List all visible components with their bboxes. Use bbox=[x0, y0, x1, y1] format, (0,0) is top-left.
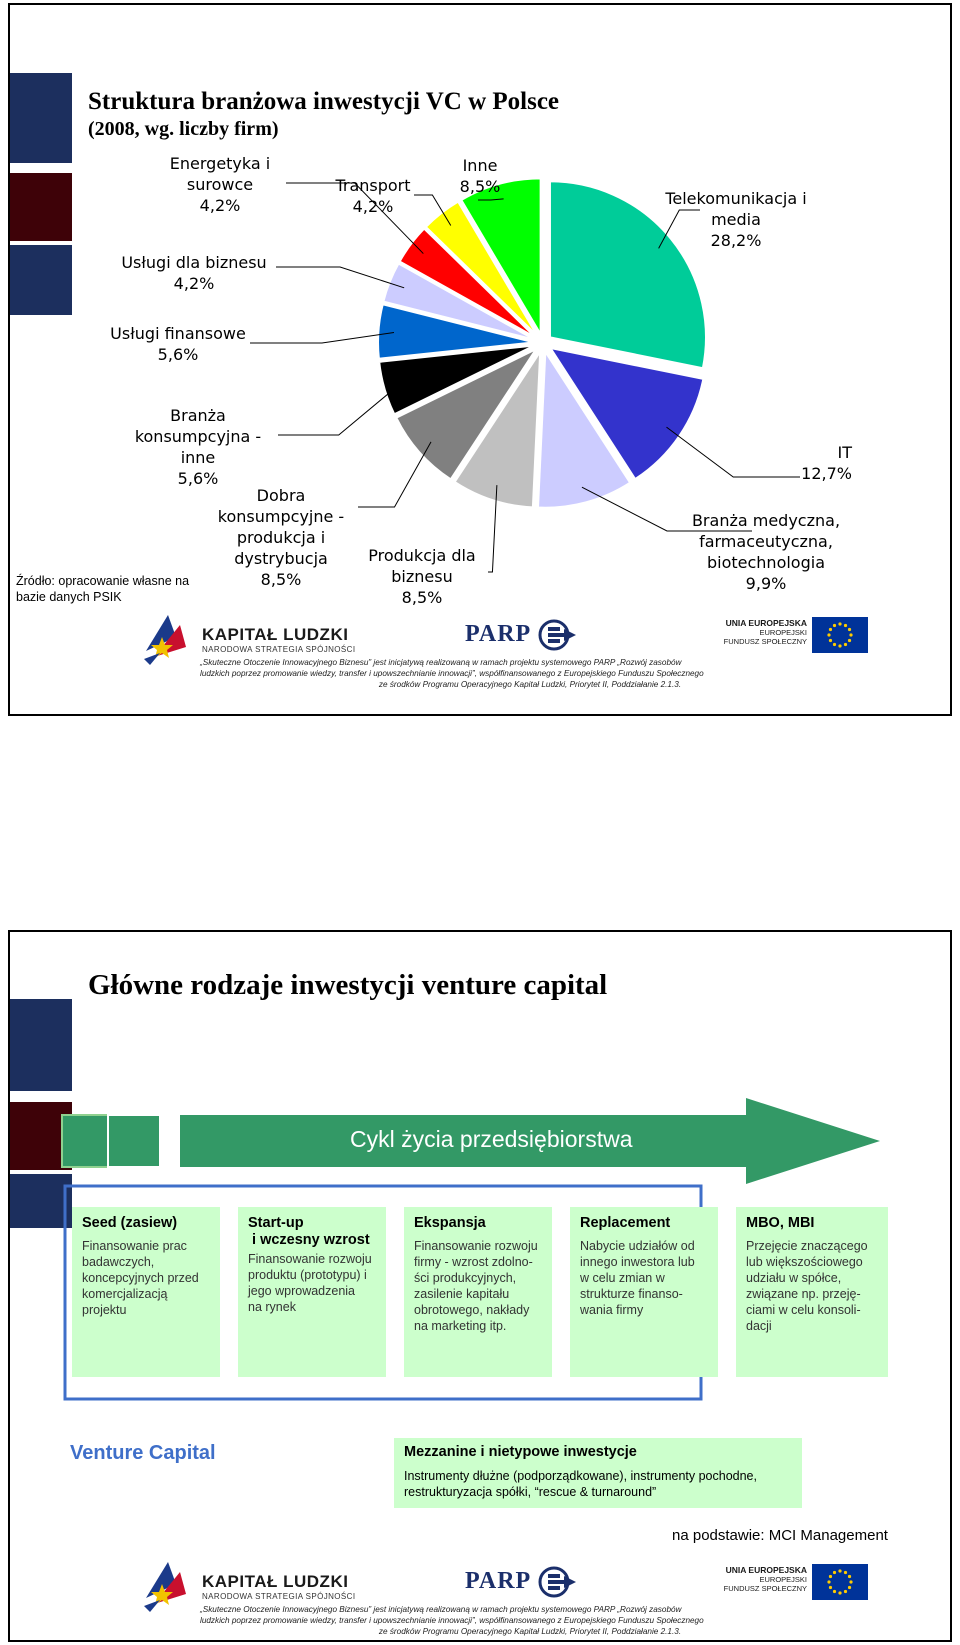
chart-subtitle: (2008, wg. liczby firm) bbox=[88, 118, 279, 140]
eu-star bbox=[838, 644, 841, 647]
eu-star bbox=[844, 1590, 847, 1593]
parp-logo-icon bbox=[538, 619, 578, 651]
footer-tagline: „Skuteczne Otoczenie Innowacyjnego Biznesu” jest inicjatywą realizowaną w ramach projektu systemowego PARP „Rozwój zasobów ludzkich poprzez promowanie wiedzy, transfer i upowszechnianie innowacji”, współfinansowanego z Europejskiego Funduszu Społecznego ze środków Programu Operacyjnego Kapitał Ludzki, Priorytet II, Poddziałanie 2.1.3. bbox=[200, 658, 704, 689]
eu-text: UNIA EUROPEJSKA EUROPEJSKI FUNDUSZ SPOŁECZNY bbox=[723, 1565, 807, 1593]
phase-seed: Seed (zasiew) Finansowanie prac badawczych, koncepcyjnych przed komercjalizacją projektu bbox=[72, 1207, 220, 1377]
arrow-block-2 bbox=[108, 1115, 160, 1167]
phase-replacement: Replacement Nabycie udziałów od innego inwestora lub w celu zmian w strukturze finanso- wania firmy bbox=[570, 1207, 718, 1377]
eu-star bbox=[838, 1569, 841, 1572]
eu-star bbox=[833, 1571, 836, 1574]
label-it: IT 12,7% bbox=[801, 443, 852, 483]
eu-star bbox=[833, 624, 836, 627]
chart-title: Struktura branżowa inwestycji VC w Polsce bbox=[88, 88, 560, 115]
eu-text: UNIA EUROPEJSKA EUROPEJSKI FUNDUSZ SPOŁECZNY bbox=[723, 618, 807, 646]
slide-pie-chart bbox=[8, 3, 952, 716]
kapital-ludzki-logo-icon bbox=[140, 1554, 196, 1612]
kapital-ludzki-subtitle: NARODOWA STRATEGIA SPÓJNOŚCI bbox=[202, 1592, 356, 1601]
eu-star bbox=[849, 1580, 852, 1583]
label-uslugi-biznes: Usługi dla biznesu 4,2% bbox=[121, 253, 267, 293]
source-note: Źródło: opracowanie własne na bazie danych PSIK bbox=[16, 574, 190, 604]
eu-star bbox=[829, 1586, 832, 1589]
phase-mbo-mbi: MBO, MBI Przejęcie znaczącego lub większościowego udziału w spółce, związane np. przeję- ciami w celu konsoli- dacji bbox=[736, 1207, 888, 1377]
eu-star bbox=[848, 639, 851, 642]
slide-title: Główne rodzaje inwestycji venture capital bbox=[88, 969, 608, 1001]
eu-star bbox=[829, 628, 832, 631]
eu-star bbox=[829, 639, 832, 642]
kapital-ludzki-logo-icon bbox=[140, 607, 196, 665]
slide-vc-types bbox=[8, 930, 952, 1642]
mezzanine-box: Mezzanine i nietypowe inwestycje Instrumenty dłużne (podporządkowane), instrumenty pochodne, restrukturyzacja spółki, “rescue & turnaround” bbox=[394, 1438, 802, 1508]
phase-ekspansja: Ekspansja Finansowanie rozwoju firmy - wzrost zdolno- ści produkcyjnych, zasilenie kapitału obrotowego, nakłady na marketing itp. bbox=[404, 1207, 552, 1377]
eu-star bbox=[844, 624, 847, 627]
eu-star bbox=[833, 643, 836, 646]
label-uslugi-finansowe: Usługi finansowe 5,6% bbox=[110, 324, 246, 364]
label-transport: Transport 4,2% bbox=[335, 176, 411, 216]
label-inne: Inne 8,5% bbox=[459, 156, 501, 196]
footer-tagline: „Skuteczne Otoczenie Innowacyjnego Biznesu” jest inicjatywą realizowaną w ramach projektu systemowego PARP „Rozwój zasobów ludzkich poprzez promowanie wiedzy, transfer i upowszechnianie innowacji”, współfinansowanego z Europejskiego Funduszu Społecznego ze środków Programu Operacyjnego Kapitał Ludzki, Priorytet II, Poddziałanie 2.1.3. bbox=[200, 1605, 704, 1636]
footer-logos bbox=[140, 1554, 870, 1636]
eu-star bbox=[848, 628, 851, 631]
eu-star bbox=[838, 1591, 841, 1594]
label-branza-konsumpcyjna: Branża konsumpcyjna - inne 5,6% bbox=[134, 406, 262, 488]
leader-line-7 bbox=[276, 267, 404, 288]
eu-star bbox=[844, 643, 847, 646]
phase-startup: Start-up i wczesny wzrost Finansowanie rozwoju produktu (prototypu) i jego wprowadzenia na rynek bbox=[238, 1207, 386, 1377]
label-telekomunikacja: Telekomunikacja i media 28,2% bbox=[665, 189, 807, 250]
eu-flag-icon bbox=[812, 1564, 868, 1600]
label-branza-medyczna: Branża medyczna, farmaceutyczna, biotechnologia 9,9% bbox=[691, 511, 841, 593]
eu-star bbox=[844, 1571, 847, 1574]
eu-star bbox=[827, 1580, 830, 1583]
kapital-ludzki-subtitle: NARODOWA STRATEGIA SPÓJNOŚCI bbox=[202, 645, 356, 654]
footer-logos bbox=[140, 607, 870, 689]
label-dobra-konsumpcyjne: Dobra konsumpcyjne - produkcja i dystrybucja 8,5% bbox=[217, 486, 345, 589]
eu-star bbox=[848, 1586, 851, 1589]
eu-star bbox=[849, 633, 852, 636]
leader-line-5 bbox=[278, 384, 399, 435]
eu-star bbox=[838, 622, 841, 625]
parp-logo-text: PARP bbox=[465, 1568, 532, 1594]
leader-line-6 bbox=[250, 332, 394, 343]
eu-flag-icon bbox=[812, 617, 868, 653]
kapital-ludzki-title: KAPITAŁ LUDZKI bbox=[202, 625, 349, 644]
parp-logo-text: PARP bbox=[465, 621, 532, 647]
lifecycle-label: Cykl życia przedsiębiorstwa bbox=[350, 1126, 633, 1152]
eu-star bbox=[829, 1575, 832, 1578]
source-mci: na podstawie: MCI Management bbox=[672, 1527, 888, 1544]
eu-star bbox=[833, 1590, 836, 1593]
eu-star bbox=[827, 633, 830, 636]
venture-capital-label: Venture Capital bbox=[70, 1442, 216, 1464]
label-energetyka: Energetyka i surowce 4,2% bbox=[169, 154, 271, 215]
kapital-ludzki-title: KAPITAŁ LUDZKI bbox=[202, 1572, 349, 1591]
parp-logo-icon bbox=[538, 1566, 578, 1598]
label-produkcja-biznesu: Produkcja dla biznesu 8,5% bbox=[368, 546, 476, 607]
eu-star bbox=[848, 1575, 851, 1578]
